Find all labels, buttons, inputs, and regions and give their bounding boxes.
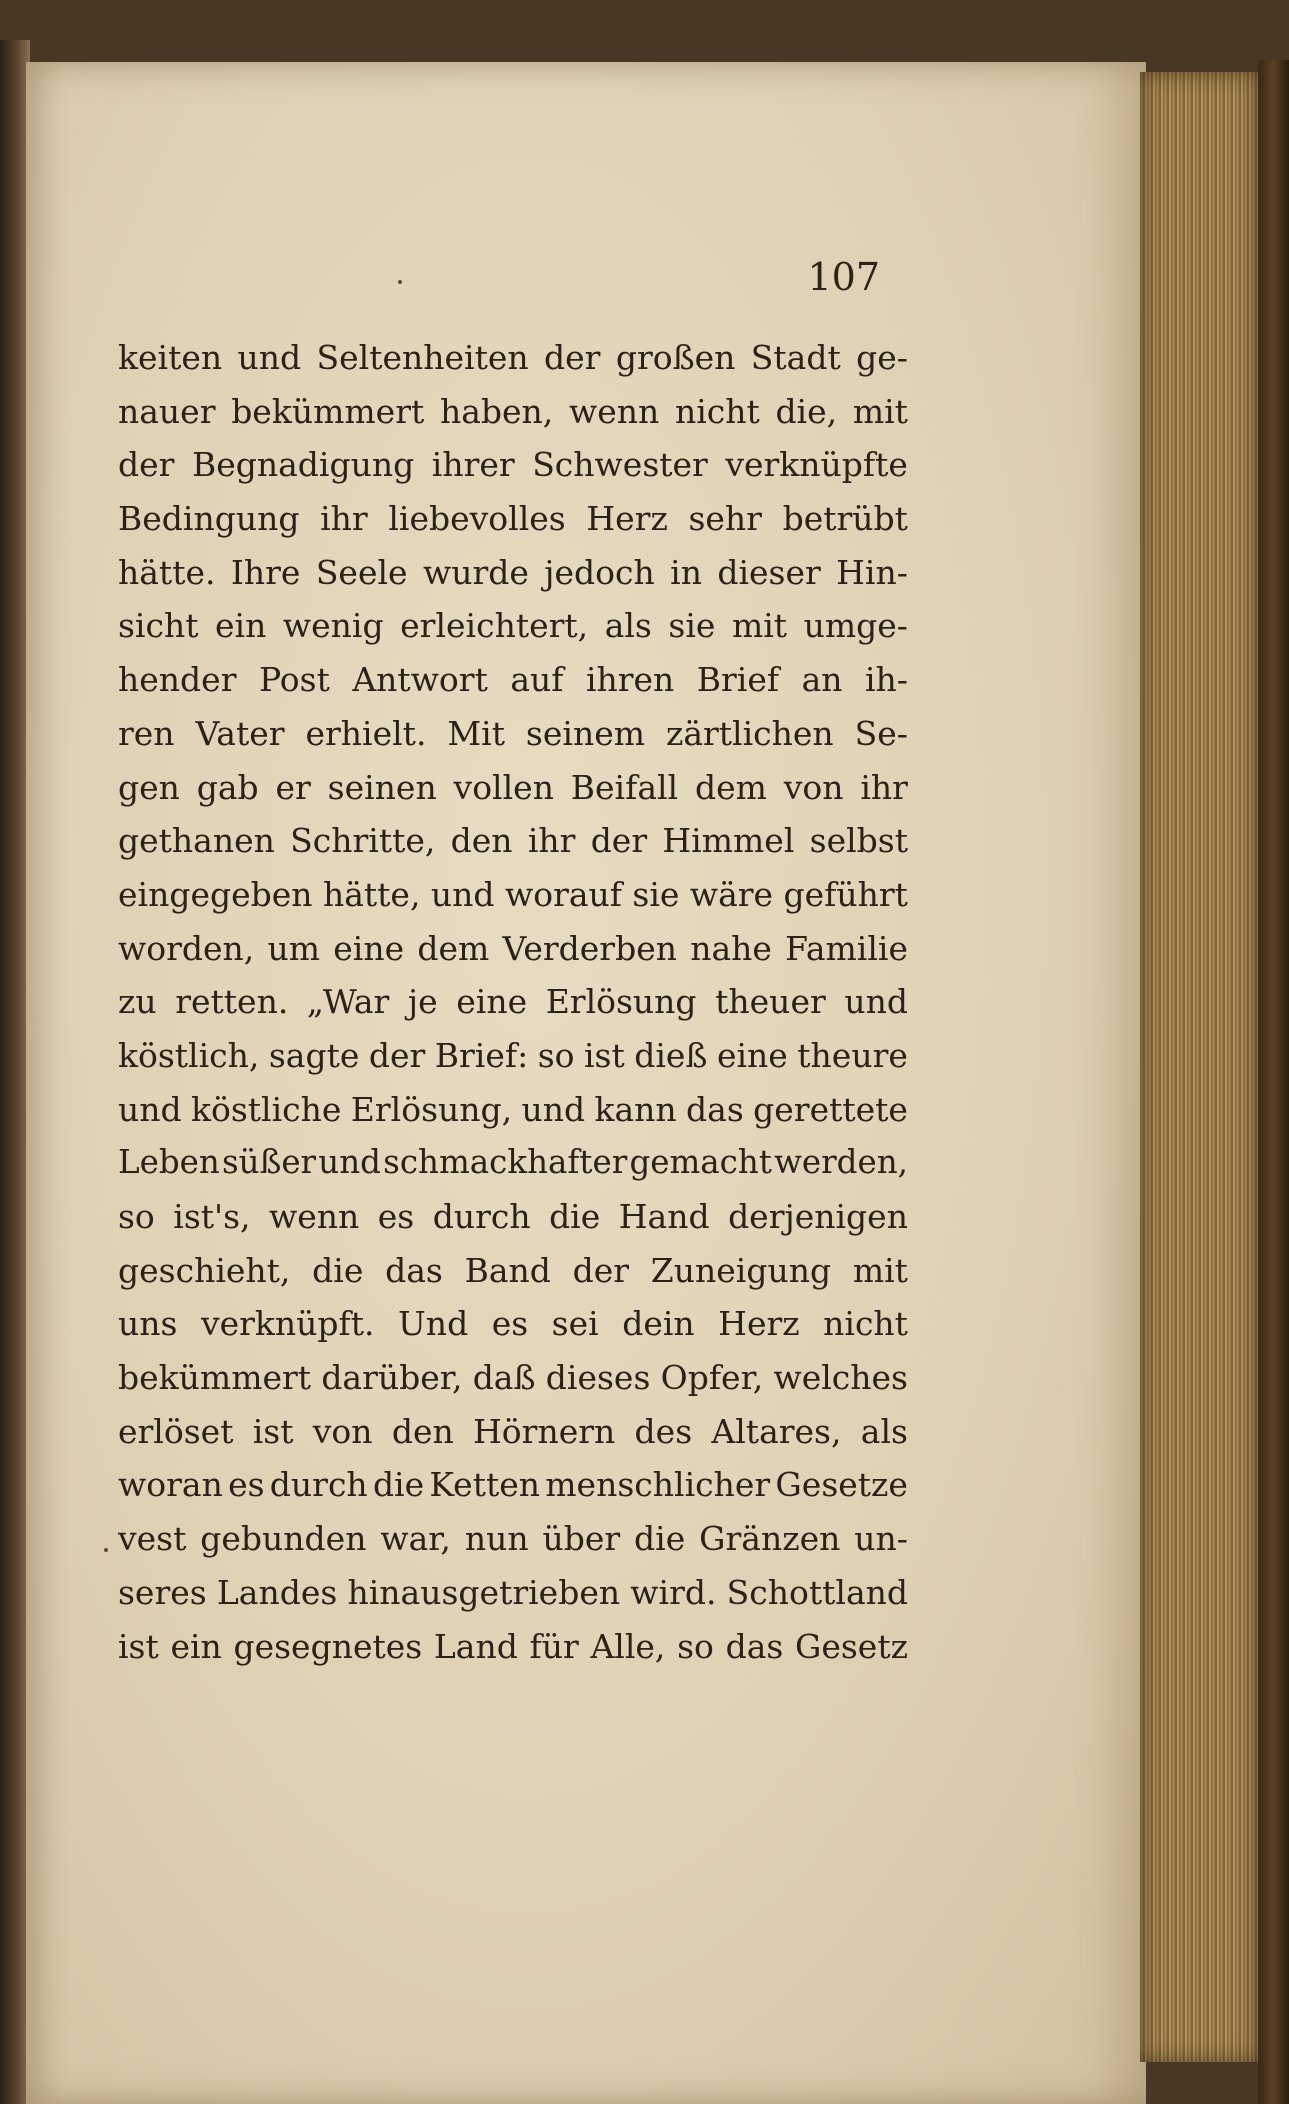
word: das [686,1089,744,1129]
word: Herz [586,499,668,539]
page-stack-edge [1140,72,1260,2062]
word: nicht [674,391,760,431]
word: als [860,1411,908,1451]
word: war, [380,1519,451,1559]
word: den [450,821,513,861]
word: Brief [696,660,780,700]
word: nauer [118,391,216,431]
word: vest [118,1519,187,1559]
word: mit [852,1250,908,1290]
word: Landes [216,1572,338,1612]
word: Land [433,1626,518,1666]
word: die [634,1519,686,1559]
book-cover-edge [1258,60,1289,2104]
word: dein [622,1304,695,1344]
word: geführt [783,874,908,914]
word: Mit [447,713,505,753]
word: Hin- [836,552,908,592]
word: hätte. [118,552,216,592]
text-line [118,660,908,714]
text-line [118,821,908,875]
word: Herz [718,1304,800,1344]
word: seres [118,1572,207,1612]
word: sicht [118,606,199,646]
word: Seltenheiten [316,338,529,377]
word: Gränzen [699,1519,841,1559]
word: Himmel [662,821,795,861]
word: mit [852,391,908,431]
word: so [537,1035,575,1075]
text-line [118,1627,908,1681]
text-line [118,1519,908,1573]
word: gab [196,767,259,807]
word: liebevolles [388,499,566,539]
word: Hörnern [473,1411,616,1451]
text-line [118,1358,908,1412]
text-line [118,338,908,392]
page-number: 107 [807,255,880,299]
word: gemacht [629,1143,772,1182]
word: ist's, [173,1197,251,1236]
word: köstlich, [118,1035,260,1075]
word: Opfer, [660,1358,764,1398]
word: vollen [453,767,554,807]
word: wäre [689,874,774,914]
word: durch [269,1465,368,1505]
word: ist [252,1411,294,1451]
speck [104,1548,108,1552]
word: Altares, [711,1411,842,1451]
word: das [725,1626,784,1666]
word: dieser [717,552,821,592]
word: er [275,767,311,807]
word: theuer [715,982,826,1022]
word: schmackhafter [383,1143,628,1182]
text-line [118,875,908,929]
word: den [391,1411,454,1451]
word: dieß [634,1035,708,1075]
word: ihr [527,821,576,861]
word: es [228,1465,265,1505]
text-line [118,553,908,607]
word: nahe [690,928,772,968]
word: dieses [545,1358,651,1398]
word: ren [118,713,175,753]
word: sie [632,874,680,914]
word: retten. [175,982,289,1022]
text-line [118,1197,908,1251]
word: ihr [320,499,368,539]
word: Brief: [434,1035,529,1075]
word: worauf [504,874,622,914]
word: sei [551,1304,599,1344]
word: und [118,1089,182,1129]
word: Gesetz [794,1626,908,1666]
word: Band [464,1250,551,1290]
word: ge- [856,338,908,377]
speck [398,280,402,284]
word: Stadt [750,338,841,377]
text-line [118,606,908,660]
word: zu [118,982,157,1022]
text-line [118,1573,908,1627]
text-line [118,445,908,499]
word: es [377,1197,415,1236]
word: Leben [118,1143,220,1182]
word: keiten [118,338,223,377]
word: betrübt [782,499,908,539]
word: ist [118,1626,159,1666]
word: wenig [282,606,384,646]
word: Schritte, [290,821,436,861]
word: Schottland [726,1572,908,1612]
word: und [521,1089,586,1129]
word: worden, [118,928,255,968]
word: Ketten [429,1465,541,1505]
word: daß [472,1358,536,1398]
word: uns [118,1304,178,1344]
word: Verderben [502,928,677,968]
word: seinem [525,713,646,753]
word: Alle, [590,1626,666,1666]
word: Beifall [570,767,679,807]
word: menschlicher [545,1465,771,1505]
word: sehr [688,499,762,539]
word: und [844,982,908,1022]
body-text [118,338,908,1680]
word: es [491,1304,529,1344]
word: geschieht, [118,1250,291,1290]
word: eine [716,1035,788,1075]
word: so [118,1197,155,1236]
word: köstliche [191,1089,342,1129]
word: kann [594,1089,677,1129]
word: die [372,1465,425,1505]
text-line [118,929,908,983]
word: „War [306,982,390,1022]
word: derjenigen [728,1197,908,1236]
word: sie [668,606,716,646]
word: erhielt. [305,713,427,753]
word: Schwester [532,445,708,485]
word: wenn [269,1197,360,1236]
text-line [118,1251,908,1305]
word: nun [464,1519,529,1559]
word: ih- [864,660,908,700]
word: verknüpfte [725,445,908,485]
word: so [677,1626,714,1666]
word: bekümmert [231,391,425,431]
word: von [312,1411,373,1451]
word: und [430,874,495,914]
word: ist [583,1035,625,1075]
text-line [118,1090,908,1144]
word: Erlösung, [350,1089,513,1129]
text-line [118,1304,908,1358]
word: sagte [268,1035,360,1075]
word: Und [398,1304,469,1344]
word: an [801,660,843,700]
text-line [118,499,908,553]
word: theure [797,1035,908,1075]
word: auf [510,660,564,700]
word: Bedingung [118,499,300,539]
text-line [118,768,908,822]
word: großen [615,338,736,377]
word: Vater [195,713,285,753]
word: wurde [422,552,529,592]
word: bekümmert [118,1358,312,1398]
word: erlöset [118,1411,234,1451]
word: Erlösung [545,982,697,1022]
word: Post [258,660,330,700]
word: ein [170,1626,222,1666]
word: eine [333,928,405,968]
word: darüber, [321,1358,463,1398]
text-line [118,714,908,768]
word: zärtlichen [665,713,834,753]
word: werden, [774,1143,908,1182]
word: das [385,1250,443,1290]
word: ein [215,606,267,646]
word: gen [118,767,180,807]
text-line [118,1036,908,1090]
word: gesegnetes [233,1626,423,1666]
word: welches [773,1358,908,1398]
word: der [544,338,601,377]
word: un- [854,1519,908,1559]
word: die [312,1250,364,1290]
word: Gesetze [775,1465,908,1505]
word: gerettete [753,1089,908,1129]
word: für [529,1626,579,1666]
word: wird. [630,1572,717,1612]
word: Ihre [230,552,301,592]
word: um [267,928,321,968]
word: Zuneigung [650,1250,832,1290]
word: gebunden [200,1519,367,1559]
word: süßer [222,1143,317,1182]
word: Hand [618,1197,710,1236]
word: eine [456,982,528,1022]
word: die [549,1197,601,1236]
word: mit [731,606,788,646]
word: ihrer [431,445,515,485]
word: Familie [785,928,908,968]
word: seinen [327,767,437,807]
text-line [118,1143,908,1197]
word: Seele [315,552,408,592]
word: hender [118,660,237,700]
word: und [318,1143,381,1182]
word: von [783,767,844,807]
word: der [118,445,175,485]
word: nicht [823,1304,908,1344]
word: hinausgetrieben [347,1572,621,1612]
word: als [604,606,652,646]
word: Antwort [352,660,488,700]
word: durch [432,1197,531,1236]
word: über [542,1519,621,1559]
word: eingegeben [118,874,313,914]
word: dem [694,767,767,807]
word: und [237,338,302,377]
word: die, [775,391,838,431]
text-line [118,392,908,446]
text-line [118,982,908,1036]
word: dem [417,928,490,968]
word: jedoch [544,552,655,592]
word: verknüpft. [200,1304,375,1344]
word: selbst [809,821,908,861]
word: der [572,1250,630,1290]
word: gethanen [118,821,275,861]
word: der [590,821,648,861]
word: in [670,552,702,592]
word: haben, [439,391,554,431]
word: der [368,1035,426,1075]
text-line [118,1412,908,1466]
word: umge- [803,606,908,646]
word: je [407,982,438,1022]
word: Se- [854,713,908,753]
word: woran [118,1465,223,1505]
word: hätte, [322,874,421,914]
word: des [634,1411,693,1451]
word: ihr [860,767,908,807]
word: ihren [585,660,675,700]
word: erleichtert, [400,606,589,646]
text-line [118,1465,908,1519]
word: Begnadigung [191,445,415,485]
word: wenn [568,391,660,431]
